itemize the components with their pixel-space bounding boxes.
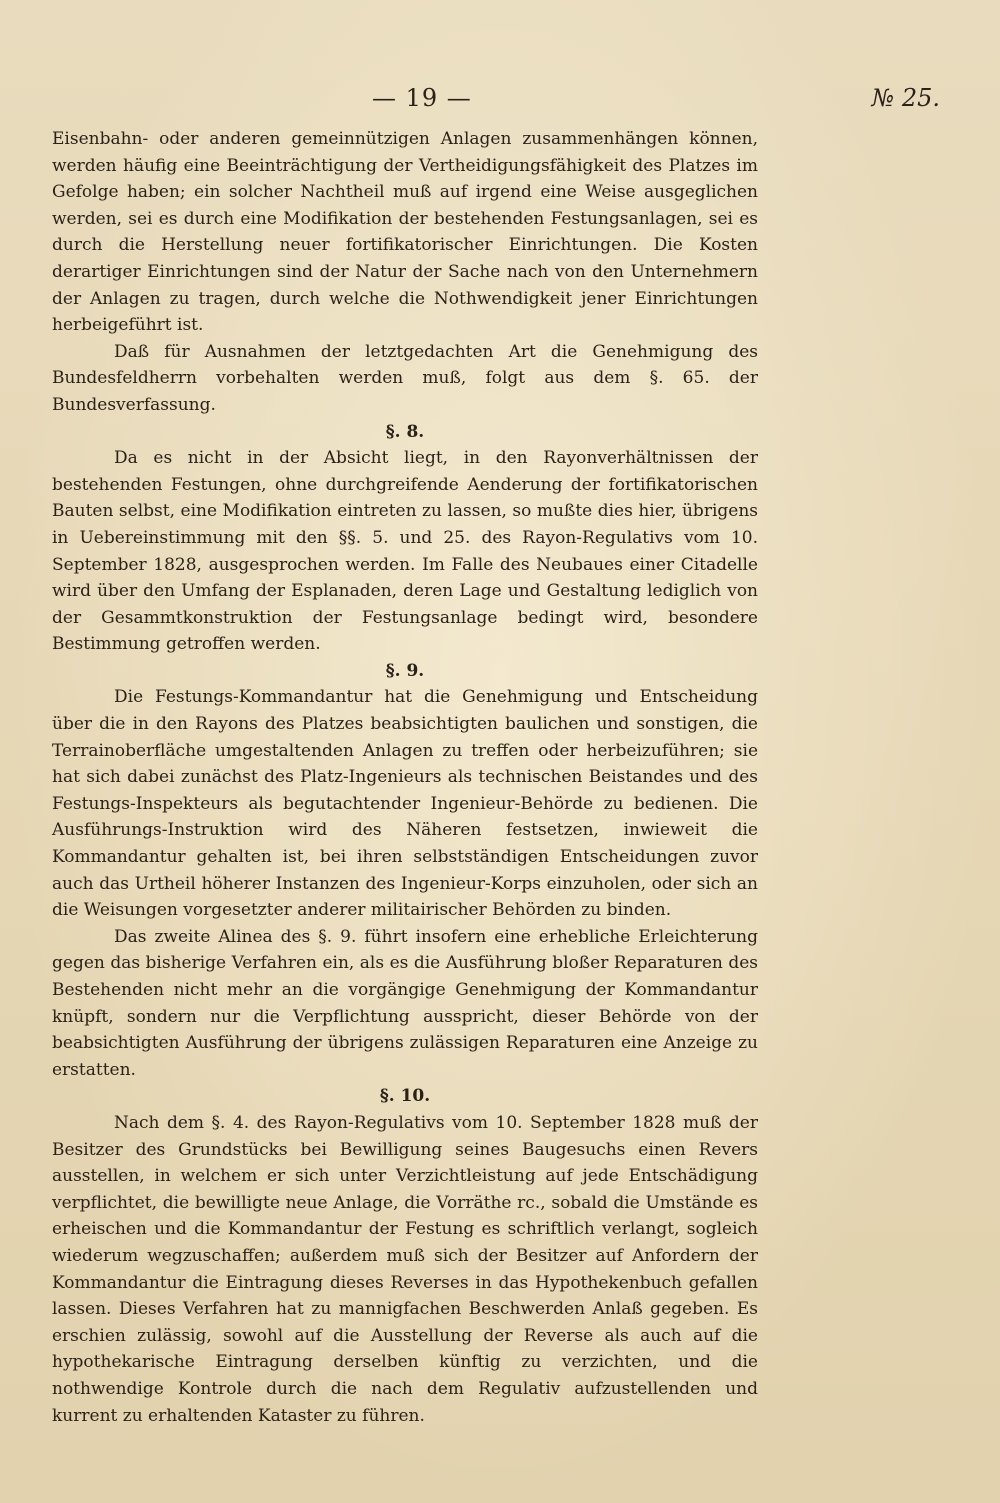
page-number: — 19 — xyxy=(372,84,472,112)
paragraph: Eisenbahn- oder anderen gemeinnützigen Anlagen zusammenhängen können, werden häufig eine Beeinträchtigung der Vertheidigungsfähigkeit des Platzes im Gefolge haben; ein solcher Nachtheil muß auf irgend eine Weise ausgeglichen werden, sei es durch eine Modifikation der bestehenden Festungsanlagen, sei es durch die Herstellung neuer fortifikatorischer Einrichtungen. Die Kosten derartiger Einrichtungen sind der Natur der Sache nach von den Unternehmern der Anlagen zu tragen, durch welche die Nothwendigkeit jener Einrichtungen herbeigeführt ist. xyxy=(52,129,758,336)
paragraph: Die Festungs-Kommandantur hat die Genehmigung und Entscheidung über die in den Rayons des Platzes beabsichtigten baulichen und sonstigen, die Terrainoberfläche umgestaltenden Anlagen zu treffen oder herbeizuführen; sie hat sich dabei zunächst des Platz-Ingenieurs als technischen Beistandes und des Festungs-Inspekteurs als begutachtender Ingenieur-Behörde zu bedienen. Die Ausführungs-Instruktion wird des Näheren festsetzen, inwieweit die Kommandantur gehalten ist, bei ihren selbstständigen Entscheidungen zuvor auch das Urtheil höherer Instanzen des Ingenieur-Korps einzuholen, oder sich an die Weisungen vorgesetzter anderer militairischer Behörden zu binden. xyxy=(52,687,758,921)
paragraph: Da es nicht in der Absicht liegt, in den Rayonverhältnissen der bestehenden Festungen, ohne durchgreifende Aenderung der fortifikatorischen Bauten selbst, eine Modifikation eintreten zu lassen, so mußte dies hier, übrigens in Uebereinstimmung mit den §§. 5. und 25. des Rayon-Regulativs vom 10. September 1828, ausgesprochen werden. Im Falle des Neubaues einer Citadelle wird über den Umfang der Esplanaden, deren Lage und Gestaltung lediglich von der Gesammtkonstruktion der Festungsanlage bedingt wird, besondere Bestimmung getroffen werden. xyxy=(52,448,758,655)
paragraph: Das zweite Alinea des §. 9. führt insofern eine erhebliche Erleichterung gegen das bisherige Verfahren ein, als es die Ausführung bloßer Reparaturen des Bestehenden nicht mehr an die vorgängige Genehmigung der Kommandantur knüpft, sondern nur die Verpflichtung ausspricht, dieser Behörde von der beabsichtigten Ausführung der übrigens zulässigen Reparaturen eine Anzeige zu erstatten. xyxy=(52,926,758,1080)
section-heading: §. 9. xyxy=(385,660,425,681)
page-header xyxy=(52,84,940,118)
paragraph: Daß für Ausnahmen der letztgedachten Art die Genehmigung des Bundesfeldherrn vorbehalten werden muß, folgt aus dem §. 65. der Bundesverfassung. xyxy=(52,341,758,415)
section-heading: §. 10. xyxy=(379,1086,431,1107)
document-number: № 25. xyxy=(871,84,940,112)
section-heading: §. 8. xyxy=(385,421,425,442)
paragraph: Nach dem §. 4. des Rayon-Regulativs vom 10. September 1828 muß der Besitzer des Grundstücks bei Bewilligung seines Baugesuchs einen Revers ausstellen, in welchem er sich unter Verzichtleistung auf jede Entschädigung verpflichtet, die bewilligte neue Anlage, die Vorräthe rc., sobald die Umstände es erheischen und die Kommandantur der Festung es schriftlich verlangt, sogleich wiederum wegzuschaffen; außerdem muß sich der Besitzer auf Anfordern der Kommandantur die Eintragung dieses Reverses in das Hypothekenbuch gefallen lassen. Dieses Verfahren hat zu mannigfachen Beschwerden Anlaß gegeben. Es erschien zulässig, sowohl auf die Ausstellung der Reverse als auch auf die hypothekarische Eintragung derselben künftig zu verzichten, und die nothwendige Kontrole durch die nach dem Regulativ aufzustellenden und kurrent zu erhaltenden Kataster zu führen. xyxy=(52,1112,758,1426)
body-text xyxy=(52,126,758,1429)
